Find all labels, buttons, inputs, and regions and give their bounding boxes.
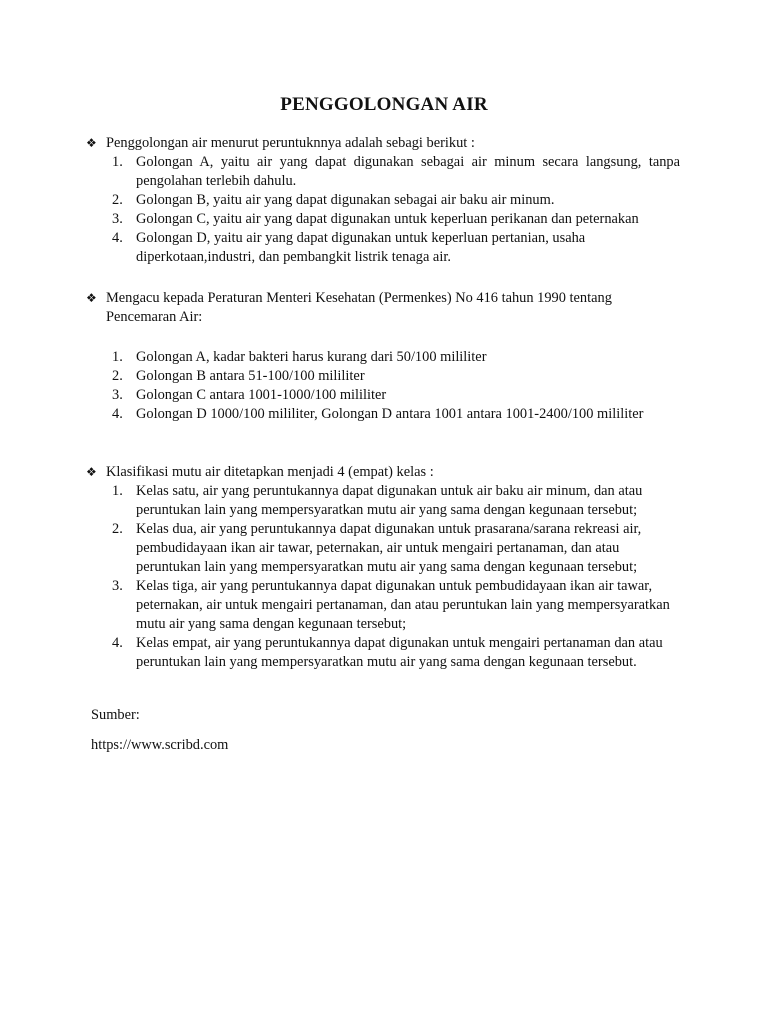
list-item-text: Kelas tiga, air yang peruntukannya dapat digunakan untuk pembudidayaan ikan air tawar, peternakan, air untuk mengairi pertanaman, dan atau peruntukan lain yang mempersyaratkan mutu air yang sama dengan kegunaan tersebut; xyxy=(136,578,670,632)
numbered-list xyxy=(0,153,768,267)
list-item-number: 2. xyxy=(112,368,123,384)
section-intro-text: Penggolongan air menurut peruntuknnya adalah sebagi berikut : xyxy=(106,135,475,151)
section-classification-by-use xyxy=(0,134,768,267)
list-item-number: 3. xyxy=(112,578,123,594)
list-item-text: Golongan C, yaitu air yang dapat digunakan untuk keperluan perikanan dan peternakan xyxy=(136,211,639,227)
source-label: Sumber: xyxy=(91,707,140,723)
list-item-text: Golongan C antara 1001-1000/100 mililiter xyxy=(136,387,387,403)
list-item-number: 1. xyxy=(112,349,123,365)
list-item-number: 3. xyxy=(112,387,123,403)
page-title: PENGGOLONGAN AIR xyxy=(280,94,488,115)
list-item xyxy=(0,367,768,386)
list-item-text: Golongan B antara 51-100/100 mililiter xyxy=(136,368,365,384)
section-intro xyxy=(0,463,768,482)
list-item-text: Kelas dua, air yang peruntukannya dapat digunakan untuk prasarana/sarana rekreasi air, pembudidayaan ikan air tawar, peternakan, air untuk mengairi pertanaman, dan atau peruntukan lain yang mempersyaratkan mutu air yang sama dengan kegunaan tersebut; xyxy=(136,521,642,575)
list-item xyxy=(0,348,768,367)
list-item-number: 1. xyxy=(112,483,123,499)
list-item-text: Kelas satu, air yang peruntukannya dapat digunakan untuk air baku air minum, dan atau peruntukan lain yang mempersyaratkan mutu air yang sama dengan kegunaan tersebut; xyxy=(136,483,643,518)
numbered-list xyxy=(0,482,768,672)
list-item xyxy=(0,386,768,405)
list-item-number: 2. xyxy=(112,192,123,208)
list-item-number: 4. xyxy=(112,230,123,246)
list-item-number: 2. xyxy=(112,521,123,537)
section-intro-text: Mengacu kepada Peraturan Menteri Kesehatan (Permenkes) No 416 tahun 1990 tentang Pencemaran Air: xyxy=(106,290,612,325)
section-intro xyxy=(0,134,768,153)
section-intro xyxy=(0,289,768,327)
numbered-list xyxy=(0,348,768,424)
list-item-number: 3. xyxy=(112,211,123,227)
source-link[interactable]: https://www.scribd.com xyxy=(91,737,229,753)
list-item-number: 4. xyxy=(112,406,123,422)
list-item xyxy=(0,577,768,634)
diamond-bullet-icon: ❖ xyxy=(86,291,97,305)
diamond-bullet-icon: ❖ xyxy=(86,136,97,150)
list-item xyxy=(0,210,768,229)
list-item-text: Golongan A, kadar bakteri harus kurang dari 50/100 mililiter xyxy=(136,349,487,365)
list-item-text: Golongan A, yaitu air yang dapat digunakan sebagai air minum secara langsung, tanpa pengolahan terlebih dahulu. xyxy=(136,154,680,189)
list-item-text: Golongan B, yaitu air yang dapat digunakan sebagai air baku air minum. xyxy=(136,192,555,208)
list-item xyxy=(0,153,768,191)
section-intro-text: Klasifikasi mutu air ditetapkan menjadi 4 (empat) kelas : xyxy=(106,464,434,480)
list-item xyxy=(0,634,768,672)
diamond-bullet-icon: ❖ xyxy=(86,465,97,479)
list-item xyxy=(0,520,768,577)
list-item-number: 1. xyxy=(112,154,123,170)
list-item-text: Golongan D, yaitu air yang dapat digunakan untuk keperluan pertanian, usaha diperkotaan,industri, dan pembangkit listrik tenaga air. xyxy=(136,230,586,265)
list-item-number: 4. xyxy=(112,635,123,651)
section-permenkes xyxy=(0,289,768,424)
list-item xyxy=(0,405,768,424)
list-item-text: Kelas empat, air yang peruntukannya dapat digunakan untuk mengairi pertanaman dan atau peruntukan lain yang mempersyaratkan mutu air yang sama dengan kegunaan tersebut. xyxy=(136,635,663,670)
list-item-text: Golongan D 1000/100 mililiter, Golongan D antara 1001 antara 1001-2400/100 mililiter xyxy=(136,406,644,422)
list-item xyxy=(0,191,768,210)
list-item xyxy=(0,229,768,267)
list-item xyxy=(0,482,768,520)
section-water-quality-classes xyxy=(0,463,768,672)
